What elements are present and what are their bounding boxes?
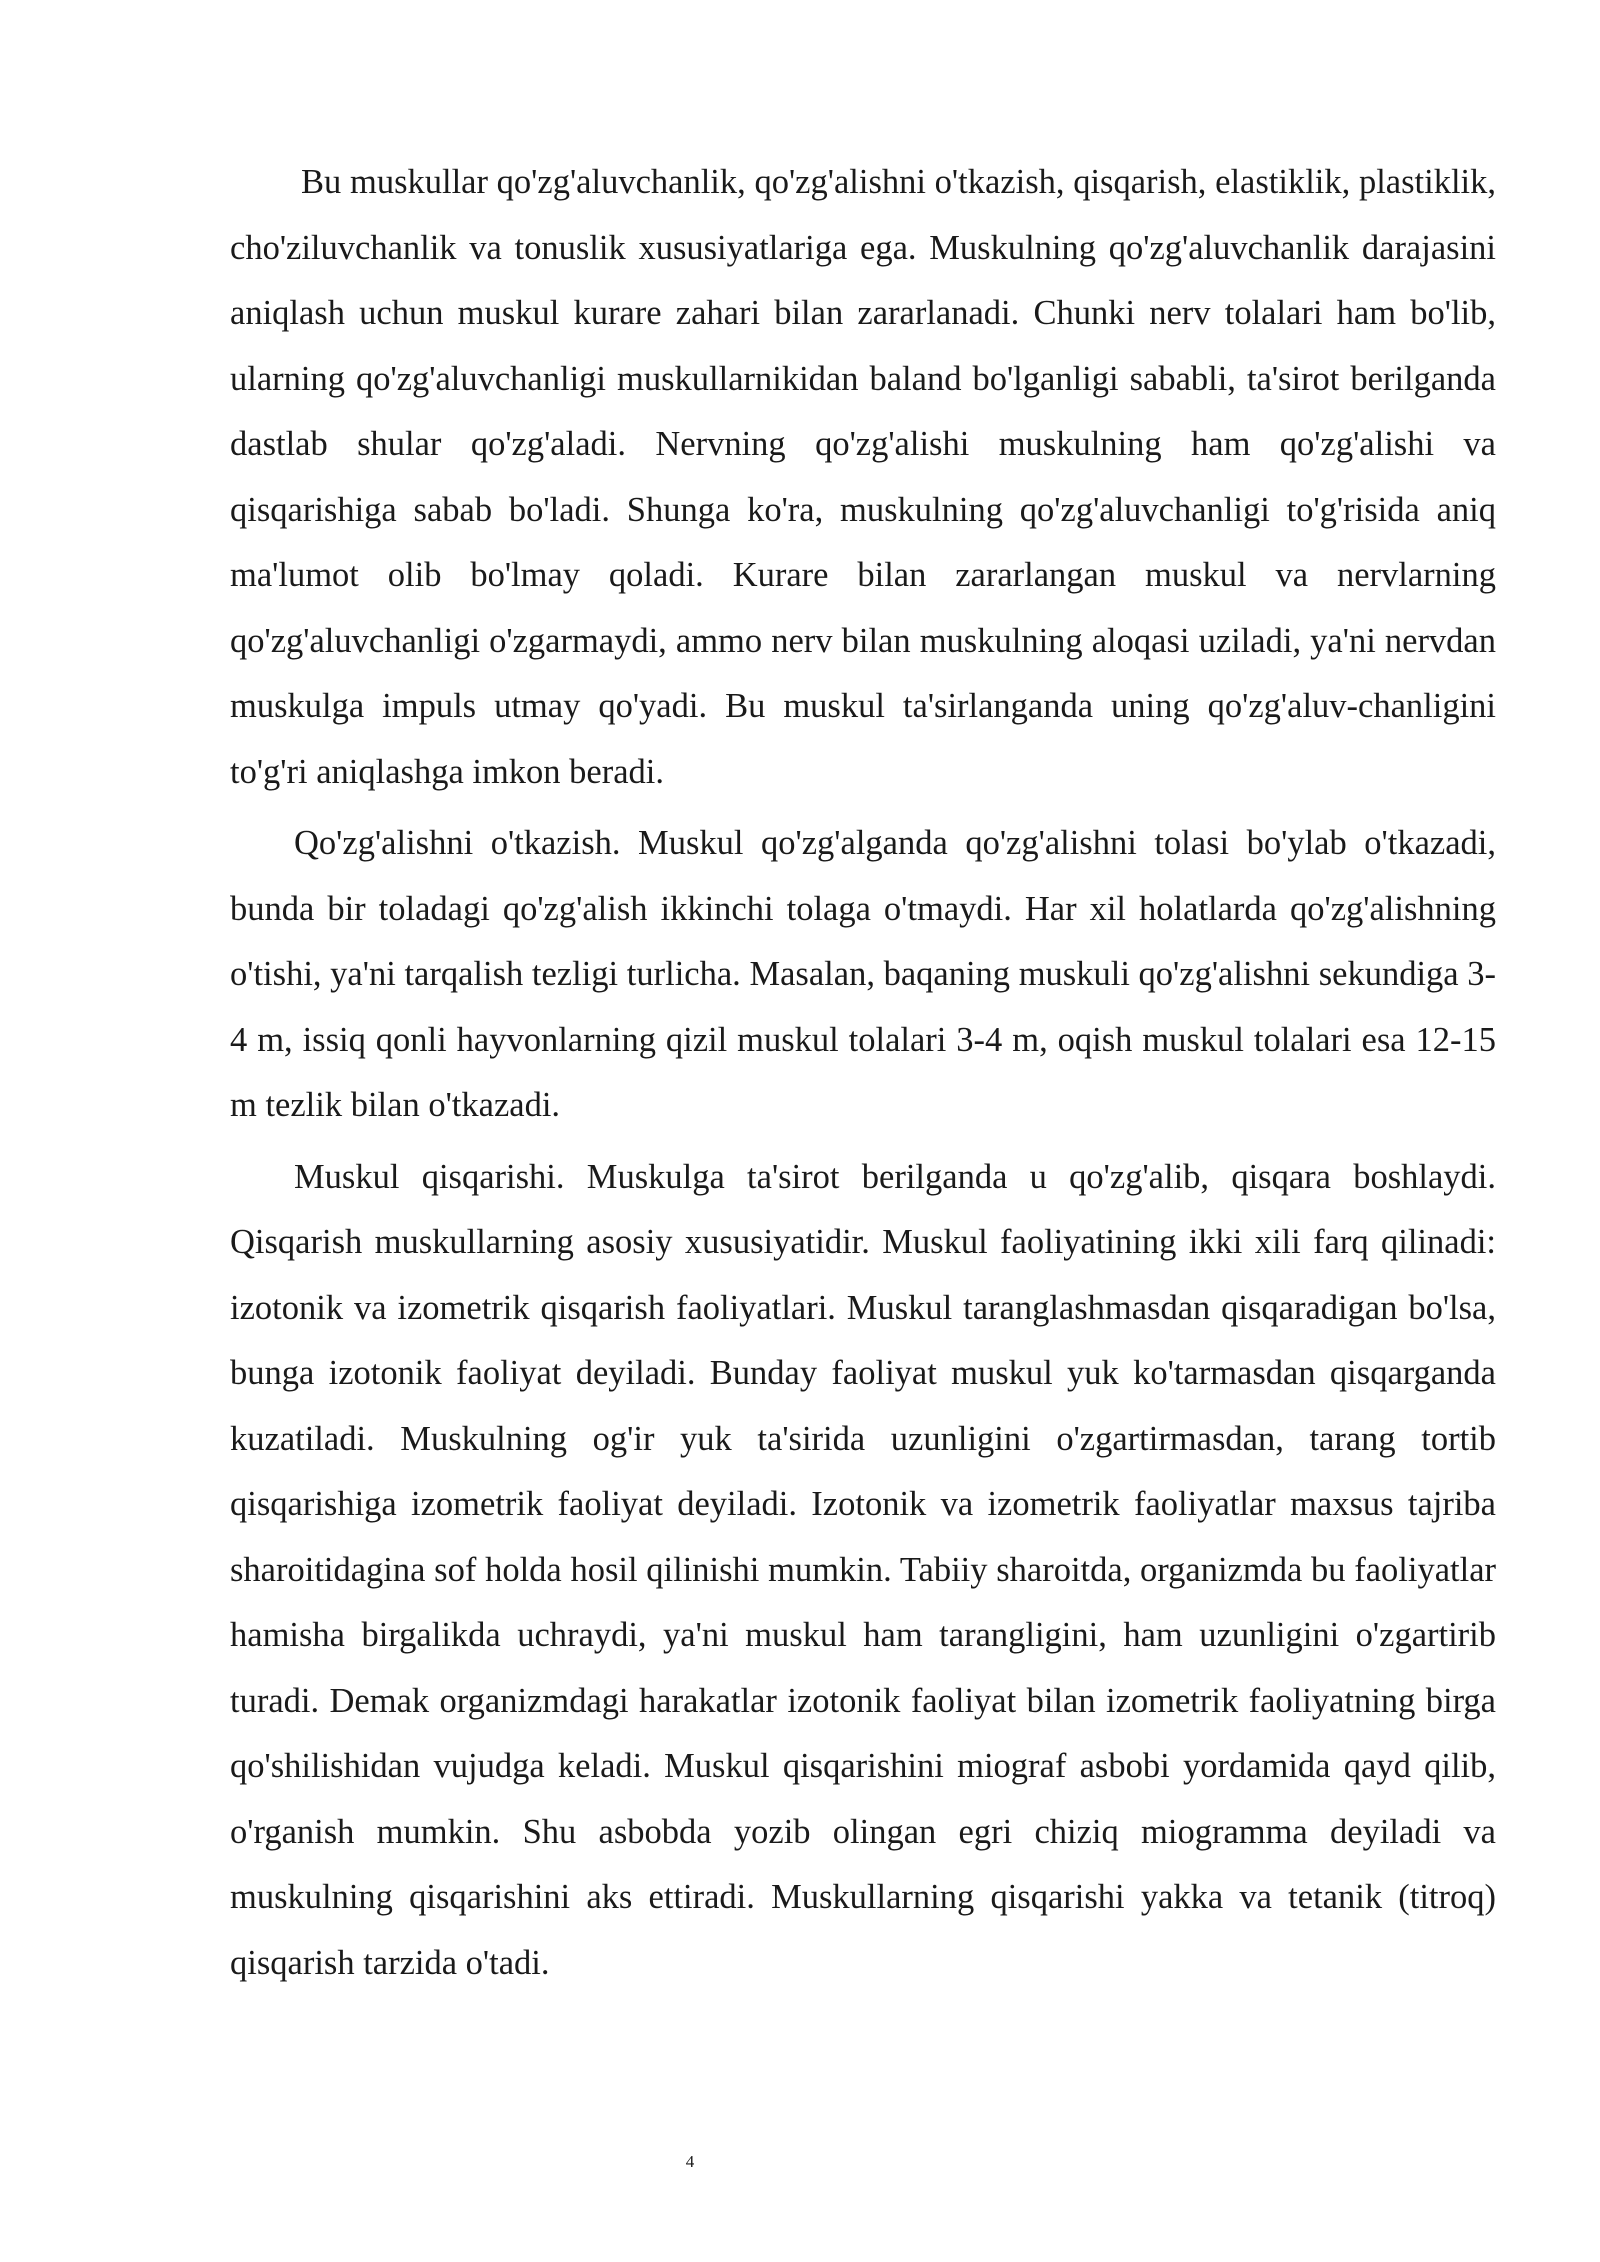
- page-number: 4: [685, 2152, 695, 2171]
- paragraph-muscle-contraction: Muskul qisqarishi. Muskulga ta'sirot berilganda u qo'zg'alib, qisqara boshlaydi. Qisqarish muskullarning asosiy xususiyatidir. Muskul faoliyatining ikki xili farq qilinadi: izotonik va izometrik qisqarish faoliyatlari. Muskul taranglashmasdan qisqaradigan bo'lsa, bunga izotonik faoliyat deyiladi. Bunday faoliyat muskul yuk ko'tarmasdan qisqarganda kuzatiladi. Muskulning og'ir yuk ta'sirida uzunligini o'zgartirmasdan, tarang tortib qisqarishiga izometrik faoliyat deyiladi. Izotonik va izometrik faoliyatlar maxsus tajriba sharoitidagina sof holda hosil qilinishi mumkin. Tabiiy sharoitda, organizmda bu faoliyatlar hamisha birgalikda uchraydi, ya'ni muskul ham tarangligini, ham uzunligini o'zgartirib turadi. Demak organizmdagi harakatlar izotonik faoliyat bilan izometrik faoliyatning birga qo'shilishidan vujudga keladi. Muskul qisqarishini miograf asbobi yordamida qayd qilib, o'rganish mumkin. Shu asbobda yozib olingan egri chiziq miogramma deyiladi va muskulning qisqarishini aks ettiradi. Muskullarning qisqarishi yakka va tetanik (titroq) qisqarish tarzida o'tadi.: [230, 1157, 1496, 1982]
- paragraph-muscle-properties: Bu muskullar qo'zg'aluvchanlik, qo'zg'alishni o'tkazish, qisqarish, elastiklik, plastiklik, cho'ziluvchanlik va tonuslik xususiyatlariga ega. Muskulning qo'zg'aluvchanlik darajasini aniqlash uchun muskul kurare zahari bilan zararlanadi. Chunki nerv tolalari ham bo'lib, ularning qo'zg'aluvchanligi muskullarnikidan baland bo'lganligi sababli, ta'sirot berilganda dastlab shular qo'zg'aladi. Nervning qo'zg'alishi muskulning ham qo'zg'alishi va qisqarishiga sabab bo'ladi. Shunga ko'ra, muskulning qo'zg'aluvchanligi to'g'risida aniq ma'lumot olib bo'lmay qoladi. Kurare bilan zararlangan muskul va nervlarning qo'zg'aluvchanligi o'zgarmaydi, ammo nerv bilan muskulning aloqasi uziladi, ya'ni nervdan muskulga impuls utmay qo'yadi. Bu muskul ta'sirlanganda uning qo'zg'aluv-chanligini to'g'ri aniqlashga imkon beradi.: [230, 163, 1496, 791]
- paragraph-excitation-conduction: Qo'zg'alishni o'tkazish. Muskul qo'zg'alganda qo'zg'alishni tolasi bo'ylab o'tkazadi, bunda bir toladagi qo'zg'alish ikkinchi tolaga o'tmaydi. Har xil holatlarda qo'zg'alishning o'tishi, ya'ni tarqalish tezligi turlicha. Masalan, baqaning muskuli qo'zg'alishni sekundiga 3-4 m, issiq qonli hayvonlarning qizil muskul tolalari 3-4 m, oqish muskul tolalari esa 12-15 m tezlik bilan o'tkazadi.: [230, 824, 1496, 1124]
- document-body: [230, 150, 1496, 2002]
